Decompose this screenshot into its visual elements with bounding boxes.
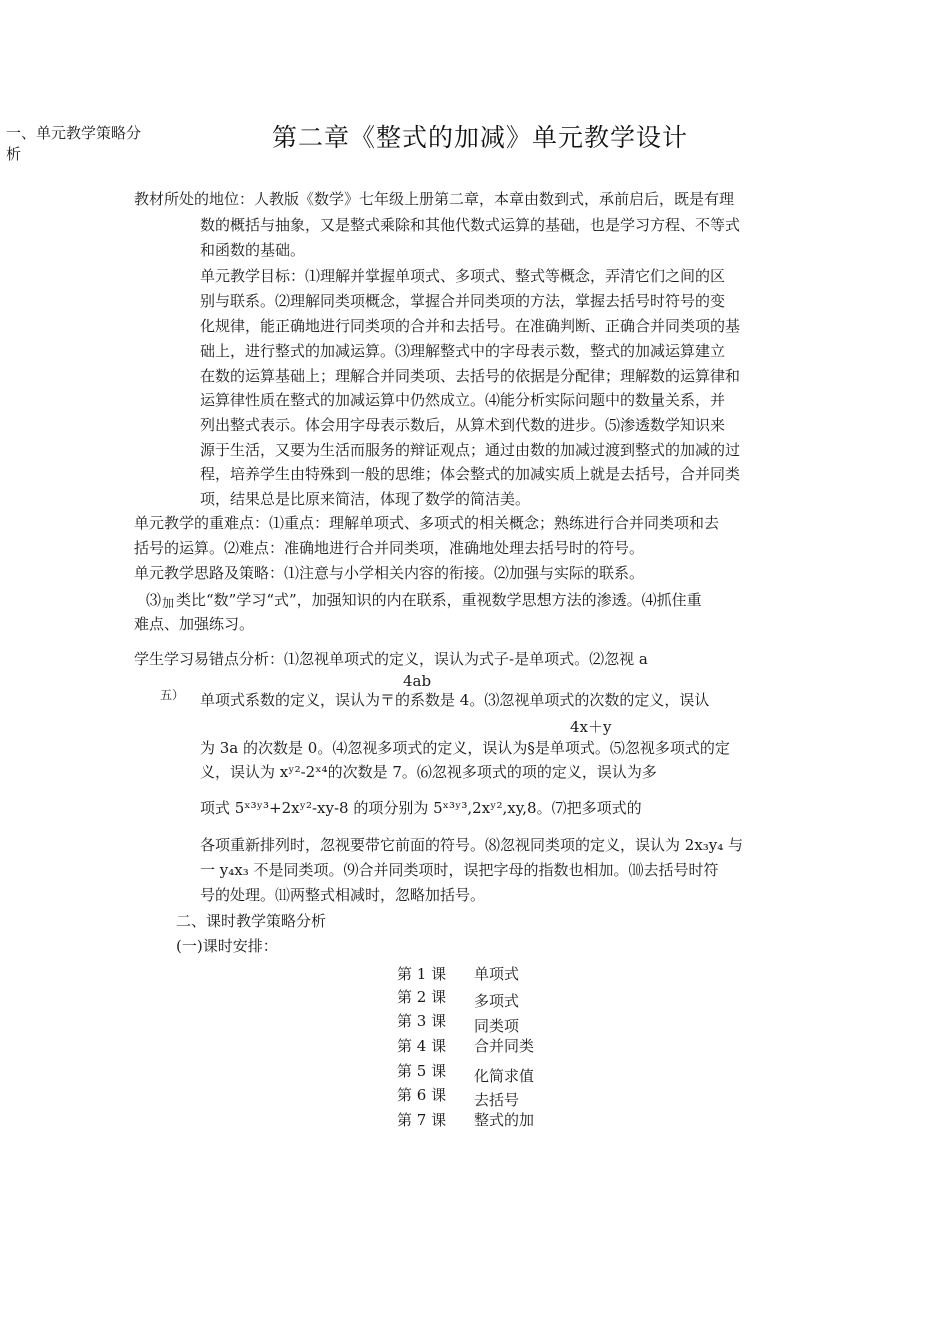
fraction-numerator: 4ab: [403, 672, 432, 690]
lesson-name: 去括号: [474, 1091, 520, 1109]
lesson-number: 第 6 课: [397, 1086, 447, 1104]
side-heading-line1: 一、单元教学策略分: [6, 124, 142, 142]
lesson-number: 第 4 课: [397, 1037, 447, 1055]
lesson-name: 化简求值: [474, 1067, 535, 1085]
text-line: 单元教学目标：⑴理解并掌握单项式、多项式、整式等概念，弄清它们之间的区: [200, 267, 726, 285]
list-marker: 五）: [160, 688, 185, 702]
text-line: 化规律，能正确地进行同类项的合并和去括号。在准确判断、正确合并同类项的基: [200, 317, 741, 335]
side-heading-line2: 析: [6, 145, 22, 163]
page-title: 第二章《整式的加减》单元教学设计: [272, 123, 689, 152]
overlap-char: 加: [162, 596, 175, 610]
text-line: 单元教学思路及策略：⑴注意与小学相关内容的衔接。⑵加强与实际的联系。: [134, 564, 645, 582]
lesson-number: 第 1 课: [397, 965, 447, 983]
text-line: 为 3a 的次数是 0。⑷忽视多项式的定义，误认为§是单项式。⑸忽视多项式的定: [200, 739, 730, 757]
lesson-name: 合并同类: [474, 1037, 535, 1055]
text-line: 程，培养学生由特殊到一般的思维；体会整式的加减实质上就是去括号，合并同类: [200, 465, 741, 483]
text-line: 各项重新排列时，忽视要带它前面的符号。⑻忽视同类项的定义，误认为 2x₃y₄ 与: [200, 836, 744, 854]
text-line: 一 y₄x₃ 不是同类项。⑼合并同类项时，误把字母的指数也相加。⑽去括号时符: [200, 861, 719, 879]
text-line: 教材所处的地位：人教版《数学》七年级上册第二章，本章由数到式，承前启后，既是有理: [134, 190, 735, 208]
lesson-name: 单项式: [474, 965, 520, 983]
text-line: 义，误认为 xʸ²-2ˣ⁴的次数是 7。⑹忽视多项式的项的定义，误认为多: [200, 763, 657, 781]
text-line: 在数的运算基础上；理解合并同类项、去括号的依据是分配律；理解数的运算律和: [200, 367, 741, 385]
lesson-name: 同类项: [474, 1017, 520, 1035]
lesson-name: 多项式: [474, 992, 520, 1010]
text-line: 源于生活，又要为生活而服务的辩证观点；通过由数的加减过渡到整式的加减的过: [200, 441, 741, 459]
fraction-numerator: 4x＋y: [570, 718, 612, 736]
list-marker: ⑶: [146, 591, 162, 609]
text-line: 项，结果总是比原来简洁，体现了数学的简洁美。: [200, 490, 531, 508]
text-line: 号的处理。⑾两整式相减时，忽略加括号。: [200, 886, 486, 904]
text-line: 列出整式表示。体会用字母表示数后，从算术到代数的进步。⑸渗透数学知识来: [200, 416, 726, 434]
text-line: 单元教学的重难点：⑴重点：理解单项式、多项式的相关概念；熟练进行合并同类项和去: [134, 514, 720, 532]
text-line: 和函数的基础。: [200, 241, 306, 259]
text-line: 学生学习易错点分析：⑴忽视单项式的定义，误认为式子-是单项式。⑵忽视 a: [134, 650, 648, 668]
text-line: 难点、加强练习。: [134, 615, 255, 633]
section-heading: 二、课时教学策略分析: [176, 912, 327, 930]
subsection-heading: (一)课时安排：: [176, 937, 278, 955]
text-line: 运算律性质在整式的加减运算中仍然成立。⑷能分析实际问题中的数量关系，并: [200, 391, 726, 409]
text-line: 础上，进行整式的加减运算。⑶理解整式中的字母表示数，整式的加减运算建立: [200, 342, 726, 360]
lesson-name: 整式的加: [474, 1111, 535, 1129]
text-line: 括号的运算。⑵难点：准确地进行合并同类项，准确地处理去括号时的符号。: [134, 539, 645, 557]
text-line: 单项式系数的定义，误认为〒的系数是 4。⑶忽视单项式的次数的定义，误认: [200, 691, 710, 709]
lesson-number: 第 3 课: [397, 1012, 447, 1030]
lesson-number: 第 2 课: [397, 988, 447, 1006]
text-line: 项式 5ˣ³ʸ³+2xʸ²-xy-8 的项分别为 5ˣ³ʸ³,2xʸ²,xy,8。⑺把多项式的: [200, 799, 642, 817]
lesson-number: 第 5 课: [397, 1062, 447, 1080]
text-line: 类比“数”学习“式”，加强知识的内在联系，重视数学思想方法的渗透。⑷抓住重: [176, 591, 702, 609]
text-line: 数的概括与抽象，又是整式乘除和其他代数式运算的基础，也是学习方程、不等式: [200, 216, 741, 234]
text-line: 别与联系。⑵理解同类项概念，掌握合并同类项的方法，掌握去括号时符号的变: [200, 292, 726, 310]
lesson-number: 第 7 课: [397, 1111, 447, 1129]
